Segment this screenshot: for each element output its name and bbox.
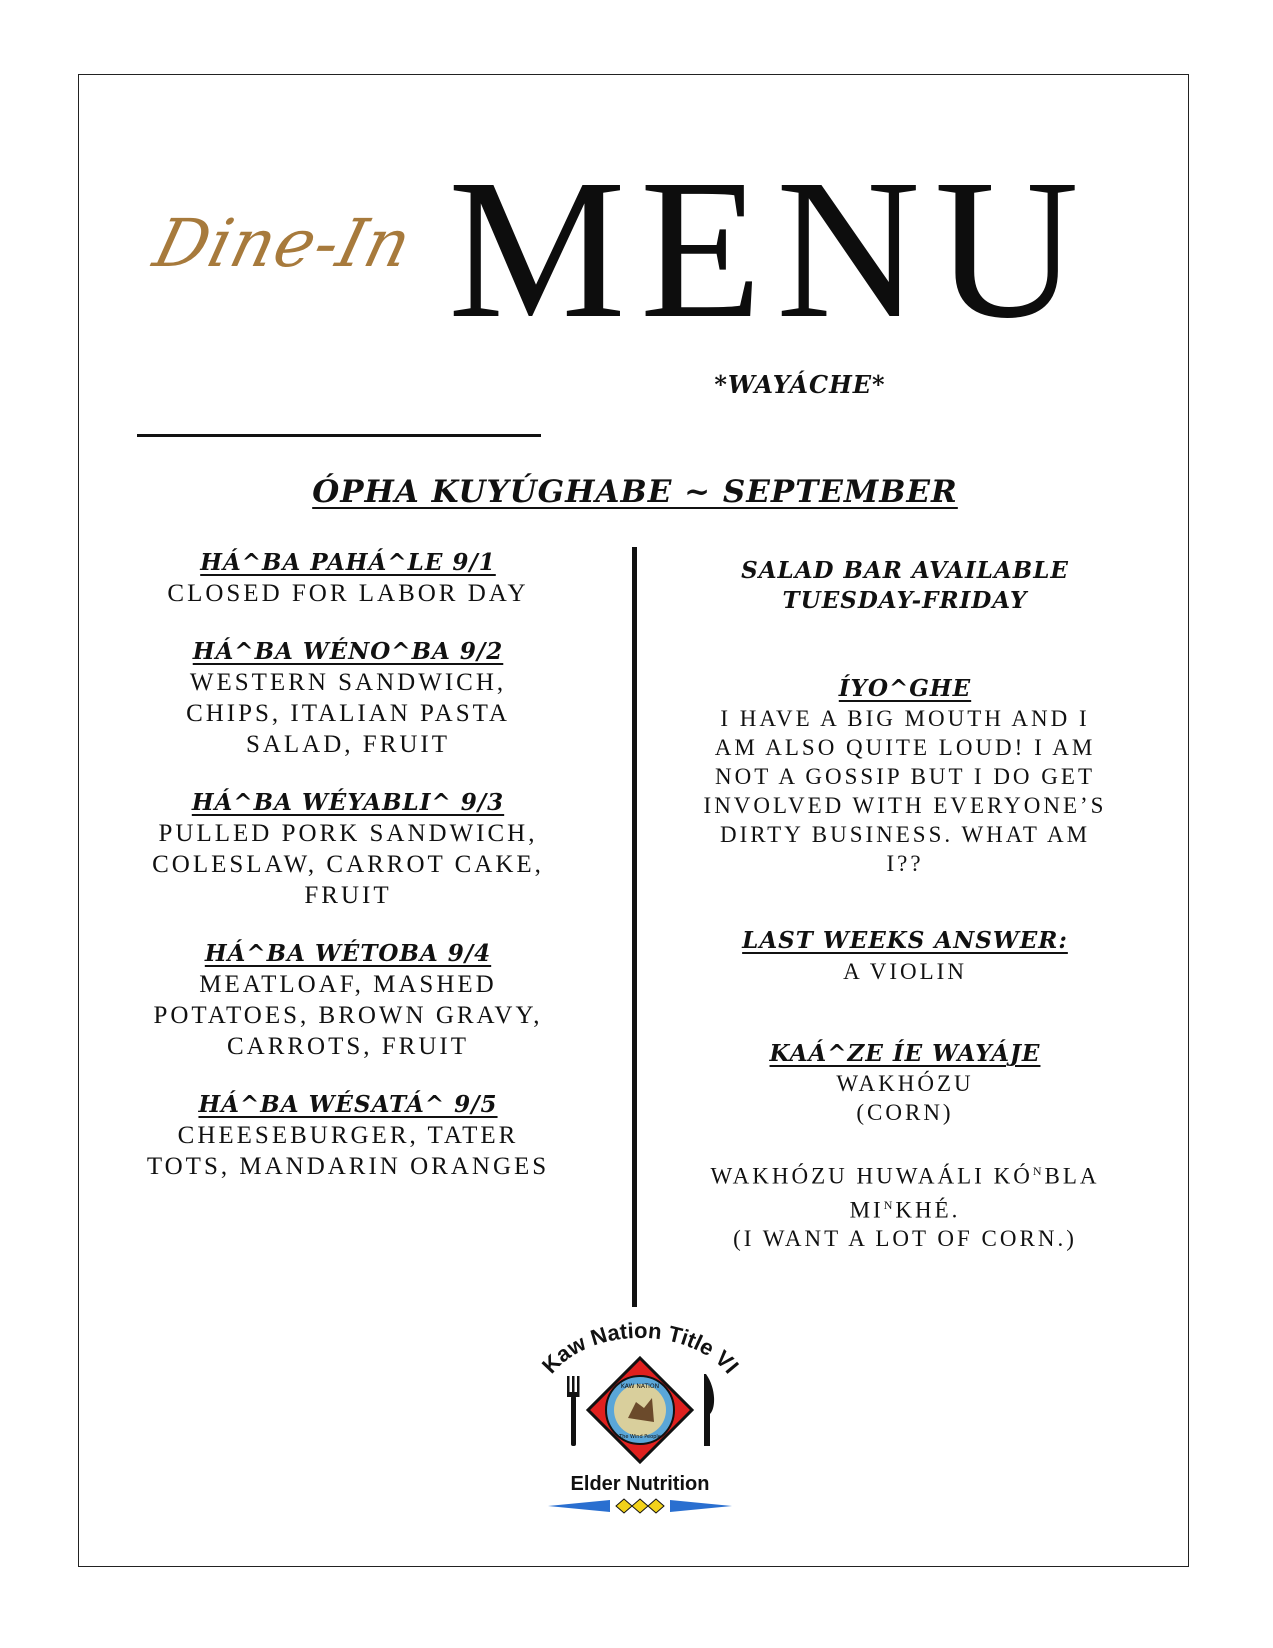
menu-day [128, 637, 568, 760]
day-line: MEATLOAF, MASHED [199, 971, 497, 998]
day-heading: HÁ^BA WÉNO^BA 9/2 [192, 638, 504, 665]
example-sentence-line: $MI^NKHÉ$. [849, 1197, 961, 1223]
daily-menu-column [128, 548, 568, 1210]
day-line: PULLED PORK SANDWICH, [158, 820, 538, 847]
day-heading: HÁ^BA WÉYABLI^ 9/3 [191, 789, 505, 816]
day-line: POTATOES, BROWN GRAVY, [153, 1002, 543, 1029]
menu-day [128, 939, 568, 1062]
menu-day [128, 788, 568, 911]
logo-bottom-text: Elder Nutrition [570, 1473, 710, 1495]
day-line: TOTS, MANDARIN ORANGES [146, 1153, 550, 1180]
riddle-line: I?? [886, 851, 924, 876]
day-heading: HÁ^BA PAHÁ^LE 9/1 [200, 549, 496, 576]
seal-top-text: KAW NATION [620, 1383, 660, 1390]
day-line: CHEESEBURGER, TATER [177, 1122, 519, 1149]
kaw-nation-logo [520, 1318, 760, 1518]
month-heading: ÓPHA KUYÚGHABE ~ SEPTEMBER [312, 474, 958, 510]
day-line: COLESLAW, CARROT CAKE, [152, 851, 544, 878]
title-rule [137, 434, 541, 437]
fork-icon [567, 1376, 580, 1446]
salad-bar-line: SALAD BAR AVAILABLE [741, 557, 1069, 584]
riddle-line: DIRTY BUSINESS. WHAT AM [719, 822, 1091, 847]
word-translation: (CORN) [856, 1100, 954, 1125]
day-heading: HÁ^BA WÉSATÁ^ 9/5 [198, 1091, 498, 1118]
riddle-heading: ÍYO^GHE [838, 675, 972, 702]
column-divider [632, 547, 637, 1307]
menu-day [128, 548, 568, 609]
salad-bar-line: TUESDAY-FRIDAY [782, 587, 1028, 614]
example-sentence-line: WAKHÓZU HUWAÁLI $KÓ^NBLA$ [710, 1163, 1100, 1189]
menu-day [128, 1090, 568, 1182]
riddle-line: I HAVE A BIG MOUTH AND I [720, 706, 1090, 731]
logo-arc-text: Kaw Nation Title VI [536, 1318, 744, 1379]
riddle-line: INVOLVED WITH EVERYONE’S [703, 793, 1107, 818]
last-answer-heading: LAST WEEKS ANSWER: [742, 927, 1068, 954]
word-text: WAKHÓZU [836, 1071, 974, 1096]
last-answer-text: A VIOLIN [843, 959, 967, 984]
riddle-block [690, 674, 1120, 878]
word-heading: KAÁ^ZE ÍE WAYÁJE [769, 1040, 1041, 1067]
day-line: SALAD, FRUIT [245, 731, 451, 758]
riddle-line: NOT A GOSSIP BUT I DO GET [715, 764, 1095, 789]
day-line: FRUIT [304, 882, 392, 909]
example-sentence-translation: (I WANT A LOT OF CORN.) [733, 1226, 1077, 1252]
word-of-week-block [690, 1039, 1120, 1253]
beadwork-bar-icon [548, 1499, 732, 1513]
menu-title: MENU [448, 139, 1093, 360]
menu-subtitle: *WAYÁCHE* [714, 370, 886, 399]
knife-icon [704, 1374, 714, 1446]
day-line: CARROTS, FRUIT [226, 1033, 470, 1060]
info-column [690, 556, 1120, 1253]
dine-in-script-title: Dine-In [146, 205, 420, 282]
seal-bottom-text: The Wind People [619, 1434, 661, 1440]
day-heading: HÁ^BA WÉTOBA 9/4 [204, 940, 492, 967]
day-line: CHIPS, ITALIAN PASTA [186, 700, 510, 727]
last-answer-block [690, 926, 1120, 987]
salad-bar-note [690, 556, 1120, 616]
riddle-line: AM ALSO QUITE LOUD! I AM [714, 735, 1096, 760]
day-line: CLOSED FOR LABOR DAY [167, 580, 529, 607]
day-line: WESTERN SANDWICH, [189, 669, 507, 696]
